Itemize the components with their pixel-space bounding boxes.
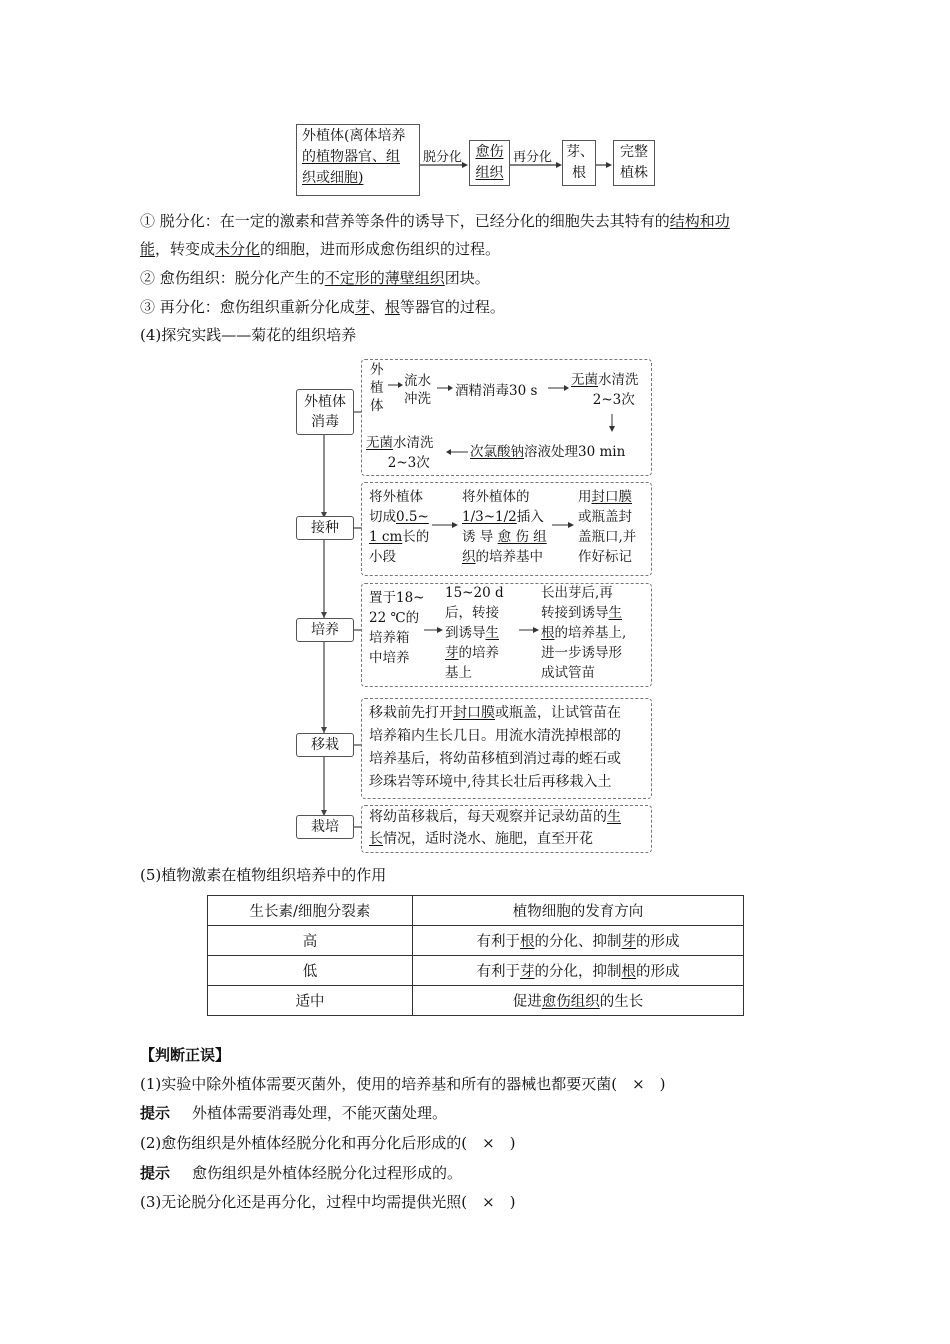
bud-root-box — [562, 140, 596, 186]
judgement-hint2: 提示 愈伤组织是外植体经脱分化过程形成的。 — [140, 1164, 463, 1182]
definition-dedifferentiation: ① 脱分化：在一定的激素和营养等条件的诱导下，已经分化的细胞失去其特有的结构和功 — [140, 212, 730, 230]
explant-box — [296, 124, 420, 196]
cultivate-text: 将幼苗移栽后，每天观察并记录幼苗的生 长情况，适时浇水、施肥，直至开花 — [369, 809, 621, 847]
section4-title: (4)探究实践——菊花的组织培养 — [140, 326, 357, 344]
disinfect-alcohol: 酒精消毒30 s — [455, 383, 538, 399]
disinfect-sterile-wash-2: 无菌水清洗 2~3次 — [366, 435, 434, 471]
table-cell-direction: 有利于芽的分化，抑制根的形成 — [413, 956, 744, 986]
step-disinfect — [296, 389, 354, 435]
step-cultivate: 栽培 — [296, 815, 354, 839]
culture-arrows — [424, 620, 544, 640]
explant-line-3: 织或细胞) — [302, 170, 364, 186]
plant-line-1: 完整 — [620, 144, 648, 160]
table-cell-ratio: 低 — [208, 956, 413, 986]
transplant-text: 移栽前先打开封口膜或瓶盖，让试管苗在 培养箱内生长几日。用流水清洗掉根部的 培养基后，将幼苗移植到消过毒的蛭石或 珍珠岩等环境中,待其长壮后再移栽入土 — [369, 705, 621, 790]
definition-dedifferentiation-cont: 能，转变成未分化的细胞，进而形成愈伤组织的过程。 — [140, 240, 501, 258]
disinfect-sterile-wash-1: 无菌水清洗 2~3次 — [571, 372, 639, 408]
dedifferentiation-label: 脱分化 — [423, 150, 463, 165]
table-header-row — [208, 896, 744, 926]
inoculate-cut: 将外植体 切成0.5~ 1 cm长的 小段 — [369, 489, 430, 565]
callus-line-2: 组织 — [475, 165, 504, 181]
inoculate-insert: 将外植体的 1/3~1/2插入 诱 导 愈 伤 组 织的培养基中 — [462, 489, 547, 565]
judgement-q3: (3)无论脱分化还是再分化，过程中均需提供光照( × ) — [140, 1193, 516, 1211]
redifferentiation-label: 再分化 — [513, 150, 553, 165]
explant-line-2: 的植物器官、组 — [302, 149, 400, 165]
table-row — [208, 986, 744, 1016]
judgement-q1: (1)实验中除外植体需要灭菌外，使用的培养基和所有的器械也都要灭菌( × ) — [140, 1075, 666, 1093]
table-row — [208, 956, 744, 986]
culture-transfer-bud: 15~20 d 后，转接 到诱导生 芽的培养 基上 — [445, 585, 504, 681]
section5-title: (5)植物激素在植物组织培养中的作用 — [140, 866, 387, 884]
step-disinfect-line-1: 外植体 — [304, 394, 346, 410]
explant-line-1: 外植体(离体培养 — [302, 128, 406, 144]
disinfect-hypochlorite: 次氯酸钠溶液处理30 min — [470, 444, 626, 460]
table-row — [208, 926, 744, 956]
disinfect-rinse: 流水 冲洗 — [404, 373, 431, 407]
table-cell-ratio: 高 — [208, 926, 413, 956]
table-cell-direction: 有利于根的分化、抑制芽的形成 — [413, 926, 744, 956]
step-disinfect-line-2: 消毒 — [311, 414, 339, 430]
whole-plant-box — [613, 140, 655, 186]
plant-line-2: 植株 — [620, 165, 648, 181]
judgement-hint1: 提示 外植体需要消毒处理，不能灭菌处理。 — [140, 1104, 448, 1122]
step-culture: 培养 — [296, 618, 354, 642]
table-cell-ratio: 适中 — [208, 986, 413, 1016]
table-header-direction: 植物细胞的发育方向 — [413, 896, 744, 926]
definition-callus: ② 愈伤组织：脱分化产生的不定形的薄壁组织团块。 — [140, 269, 490, 287]
judgement-title: 【判断正误】 — [140, 1046, 231, 1064]
judgement-q2: (2)愈伤组织是外植体经脱分化和再分化后形成的( × ) — [140, 1134, 516, 1152]
step-transplant: 移栽 — [296, 733, 354, 757]
culture-incubate: 置于18~ 22 ℃的 培养箱 中培养 — [369, 590, 425, 666]
hormone-table — [207, 895, 744, 1016]
table-cell-direction: 促进愈伤组织的生长 — [413, 986, 744, 1016]
disinfect-arrows — [388, 370, 648, 460]
callus-line-1: 愈伤 — [475, 144, 504, 160]
table-header-ratio: 生长素/细胞分裂素 — [208, 896, 413, 926]
callus-box — [469, 140, 510, 186]
step-inoculate: 接种 — [296, 516, 354, 540]
root-line: 根 — [572, 165, 586, 181]
bud-line: 芽、 — [566, 144, 594, 160]
inoculate-arrows — [432, 515, 582, 535]
culture-transfer-root: 长出芽后,再 转接到诱导生 根的培养基上, 进一步诱导形 成试管苗 — [541, 585, 627, 681]
disinfect-explant: 外 植 体 — [370, 362, 384, 414]
definition-redifferentiation: ③ 再分化：愈伤组织重新分化成芽、根等器官的过程。 — [140, 298, 505, 316]
inoculate-seal: 用封口膜 或瓶盖封 盖瓶口,并 作好标记 — [578, 489, 637, 565]
